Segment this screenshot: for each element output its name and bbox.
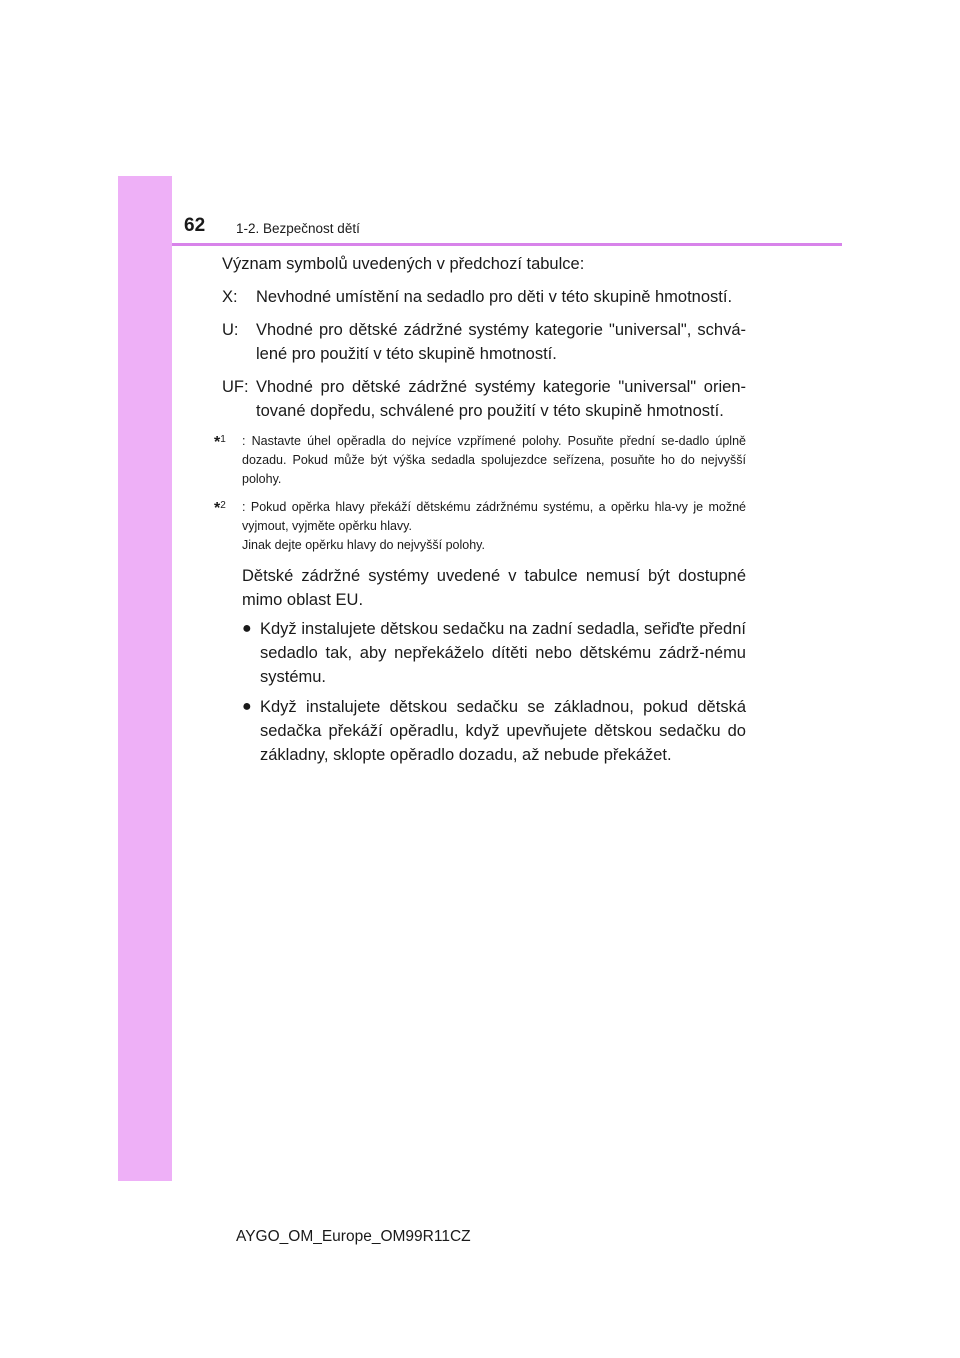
list-item [242,695,746,767]
section-title: 1-2. Bezpečnost dětí [236,221,360,236]
header-divider [172,243,842,246]
footnote-2 [214,498,746,555]
bullet-text: Když instalujete dětskou sedačku se základnou, pokud dětská sedačka překáží opěradlu, když upevňujete dětskou sedačku do základny, sklopte opěradlo dozadu, až nebude překážet. [260,698,746,764]
footnote-marker: *$^1$ [214,434,226,452]
definition-key: UF: [222,378,249,396]
footnote-1 [214,432,746,489]
definition-uf [222,375,746,423]
footnote-text: : Pokud opěrka hlavy překáží dětskému zádržnému systému, a opěrku hla-vy je možné vyjmout, vyjměte opěrku hlavy. [242,500,746,533]
definition-key: U: [222,321,239,339]
bullet-text: Když instalujete dětskou sedačku na zadní sedadla, seřiďte přední sedadlo tak, aby nepřekáželo dítěti nebo dětskému zádrž-nému systému. [260,620,746,686]
footnote-marker: *$^2$ [214,500,226,518]
definition-key: X: [222,288,238,306]
definition-text: Vhodné pro dětské zádržné systémy kategorie "universal", schvá-lené pro použití v této skupině hmotností. [256,321,746,363]
document-code-footer: AYGO_OM_Europe_OM99R11CZ [236,1228,471,1245]
availability-note: Dětské zádržné systémy uvedené v tabulce nemusí být dostupné mimo oblast EU. [242,567,746,609]
chapter-tab-sidebar [118,176,172,1181]
list-item [242,617,746,689]
definition-x [222,285,746,309]
bullet-icon: ● [242,698,252,715]
bullet-icon: ● [242,620,252,637]
footnote-text: : Nastavte úhel opěradla do nejvíce vzpřímené polohy. Posuňte přední se-dadlo úplně dozadu. Pokud může být výška sedadla spolujezdce seřízena, posuňte ho do nejvyšší polohy. [242,434,746,486]
page-number: 62 [184,215,206,236]
definition-list [222,285,746,423]
notes-block [242,564,746,767]
page-content [214,252,746,773]
footnote-text-continued: Jinak dejte opěrku hlavy do nejvyšší polohy. [242,538,485,552]
definition-u [222,318,746,366]
definition-text: Nevhodné umístění na sedadlo pro děti v této skupině hmotností. [256,288,733,306]
definition-text: Vhodné pro dětské zádržné systémy kategorie "universal" orien-tované dopředu, schválené pro použití v této skupině hmotností. [256,378,746,420]
symbols-intro: Význam symbolů uvedených v předchozí tabulce: [222,255,585,273]
